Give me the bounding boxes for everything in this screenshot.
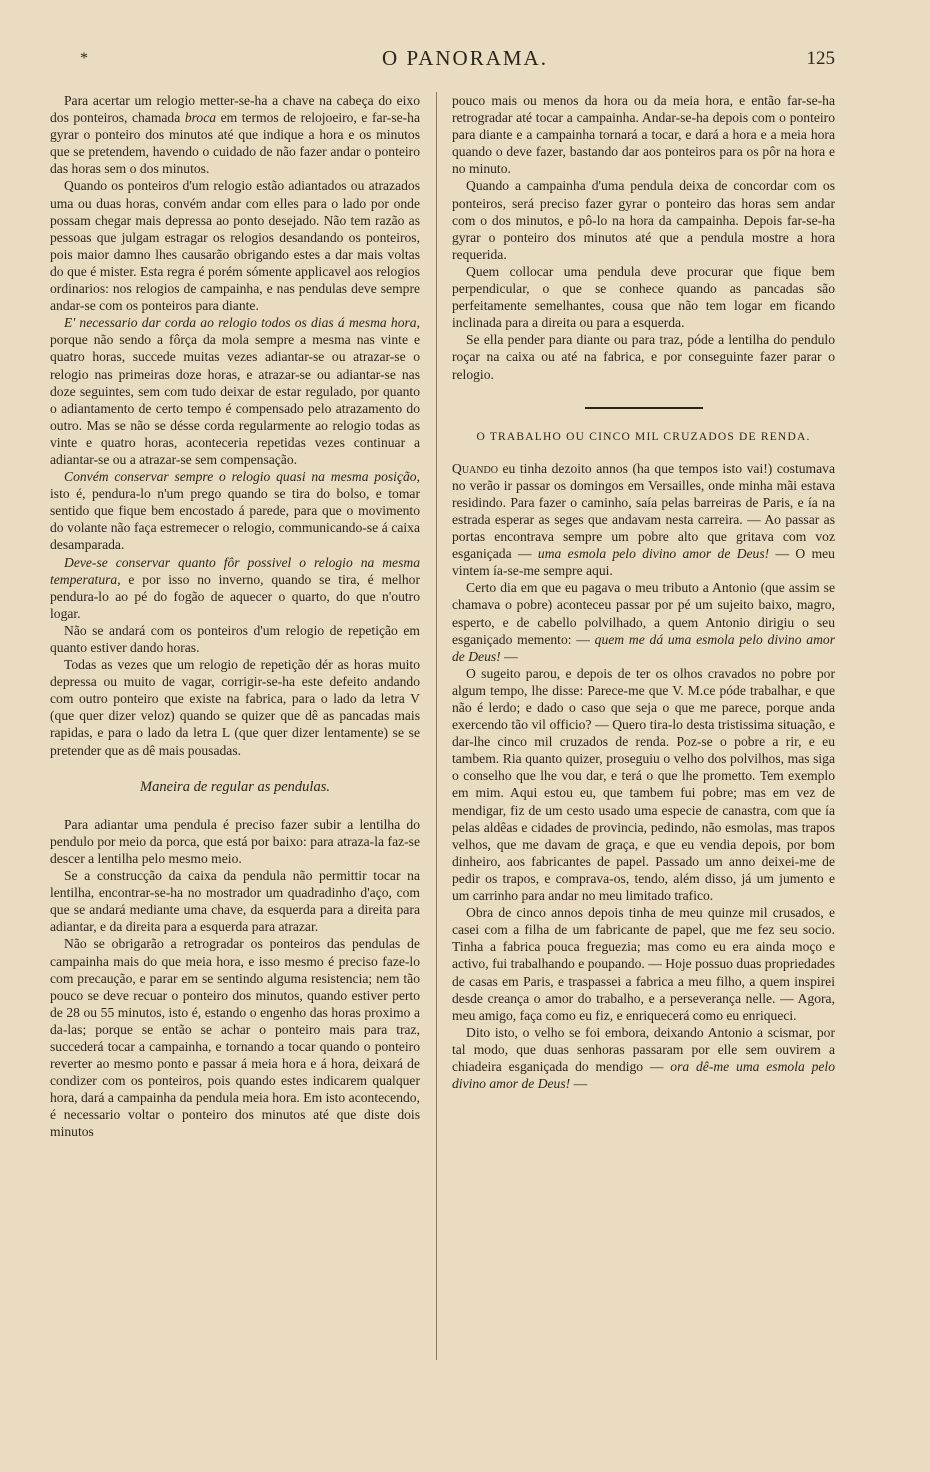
- paragraph: Deve-se conservar quanto fôr possivel o relogio na mesma temperatura, e por isso no inverno, quando se tira, é melhor pendura-lo ao pé do fogão de aquecer o quarto, do que n'outro logar.: [50, 554, 420, 621]
- paragraph: Quando eu tinha dezoito annos (ha que tempos isto vai!) costumava no verão ir passar os domingos em Versailles, onde minha mãi estava residindo. Para fazer o caminho, saía pelas barreiras de Paris, e ía na estrada esperar as seges que andavam nesta carreira. — Ao passar as portas encontrava sempre um pobre alto que gritava com voz esganiçada — uma esmola pelo divino amor de Deus! — O meu vintem ía-se-me sempre aqui.: [452, 460, 835, 579]
- paragraph: Quem collocar uma pendula deve procurar que fique bem perpendicular, o que se conhece quando as pancadas são perfeitamente semelhantes, cousa que não tem logar em ficando inclinada para a direita ou para a esquerda.: [452, 263, 835, 331]
- paragraph: Dito isto, o velho se foi embora, deixando Antonio a scismar, por tal modo, que duas senhoras passaram por elle sem ouvirem a chiadeira esganiçada do mendigo — ora dê-me uma esmola pelo divino amor de Deus! —: [452, 1024, 835, 1092]
- paragraph: Obra de cinco annos depois tinha de meu quinze mil crusados, e casei com a filha de um fabricante de papel, que me fez seu socio. Tinha a fabrica pouca freguezia; mas como eu era ainda moço e activo, fui trabalhando e poupando. — Hoje possuo duas propriedades de casas em Paris, e traspassei a fabrica a meu filho, a quem inspirei desde creança o amor do trabalho, e a perseverança nelle. — Agora, meu amigo, faça como eu fiz, e enriquecerá como eu enriqueci.: [452, 905, 835, 1023]
- section-rule: [585, 407, 703, 409]
- masthead-title: O PANORAMA.: [382, 46, 548, 70]
- header-mark: *: [80, 50, 88, 67]
- paragraph: Não se andará com os ponteiros d'um relogio de repetição em quanto estiver dando horas.: [50, 622, 420, 655]
- left-column: [50, 92, 420, 1141]
- paragraph: E' necessario dar corda ao relogio todos os dias á mesma hora, porque não sendo a fôrça da mola sempre a mesma nas vinte e quatro horas, succede muitas vezes adiantar-se ou atrazar-se o relogio nas primeiras doze horas, e atrazar-se ou adiantar-se nas doze seguintes, sem com tudo deixar de estar regulado, por quanto o adiantamento de certo tempo é compensado pelo atrazamento do outro. Mas se não se désse corda regularmente ao relogio todas as vinte e quatro horas, aconteceria repetidas vezes continuar a adiantar-se ou a atrazar-se sem compensação.: [50, 315, 420, 467]
- paragraph: Todas as vezes que um relogio de repetição dér as horas muito depressa ou muito de vagar, corrigir-se-ha este defeito andando com outro ponteiro que existe na fabrica, para o lado da letra V (que quer dizer veloz) quando se quizer que dê as pancadas mais rapidas, e para o lado da letra L (que quer dizer lentamente) se se pretender que as dê mais pousadas.: [50, 657, 420, 758]
- paragraph: Para adiantar uma pendula é preciso fazer subir a lentilha do pendulo por meio da porca, que está por baixo: para atraza-la faz-se descer a lentilha pelo mesmo meio.: [50, 816, 420, 866]
- paragraph: Se a construcção da caixa da pendula não permittir tocar na lentilha, encontrar-se-ha no mostrador um quadradinho d'aço, com que se andará mediante uma chave, da esquerda para a direita para adiantar, e da direita para a esquerda para atrazar.: [50, 868, 420, 935]
- paragraph: Quando a campainha d'uma pendula deixa de concordar com os ponteiros, será preciso fazer gyrar o ponteiro das horas sem andar com o dos minutos, e pô-lo na hora da campainha. Depois far-se-ha gyrar o ponteiro dos minutos até que a pendula mostre a hora requerida.: [452, 178, 835, 262]
- paragraph: pouco mais ou menos da hora ou da meia hora, e então far-se-ha retrogradar até tocar a campainha. Andar-se-ha depois com o ponteiro para diante e a campainha tornará a tocar, e dará a hora e a meia hora quando o deve fazer, bastando dar aos ponteiros para os pôr na hora e no minuto.: [452, 93, 835, 177]
- paragraph: Para acertar um relogio metter-se-ha a chave na cabeça do eixo dos ponteiros, chamada broca em termos de relojoeiro, e far-se-ha gyrar o ponteiro dos minutos até que indique a hora e os minutos que se pretendem, havendo o cuidado de não fazer andar o ponteiro das horas sem o dos minutos.: [50, 93, 421, 177]
- paragraph: O sugeito parou, e depois de ter os olhos cravados no pobre por algum tempo, lhe disse: Parece-me que V. M.ce póde trabalhar, e que não é lerdo; e dado o caso que seja o que me parece, porque anda exercendo tão vil officio? — Quero tira-lo desta tristissima situação, e dar-lhe cinco mil cruzados de renda. Poz-se o pobre a rir, e eu tambem. Ria quanto quizer, proseguiu o velho dos polvilhos, mas siga o conselho que lhe vou dar, e terá o que lhe prometto. Tem exemplo em mim. Aqui estou eu, que tambem fui pobre; mas em vez de mendigar, fiz de um cesto usado uma especie de canastra, com que ía pelas aldêas e cidades de provincia, pedindo, não esmolas, mas trapos velhos, que me davam de graça, e que eu vendia depois, por bom dinheiro, aos fabricantes de papel. Passado um anno deixei-me de pedir os trapos, e comprava-os, tendo, além disso, já um jumento e um carrinho para andar no meu limitado trafico.: [452, 665, 835, 904]
- page-header: [0, 44, 930, 80]
- page-number: 125: [806, 48, 835, 69]
- article-title: O TRABALHO OU CINCO MIL CRUZADOS DE RENDA.: [476, 430, 811, 443]
- paragraph: Quando os ponteiros d'um relogio estão adiantados ou atrazados uma ou duas horas, convém andar com elles para o lado por onde possam chegar mais depressa ao ponto desejado. Não tem razão as pessoas que julgam estragar os relogios desandando os ponteiros, pois maior damno lhes causarão obrigando estes a dar mais voltas do que é mister. Esta regra é porém sómente applicavel aos relogios ordinarios: nos relogios de campainha, e nas pendulas deve sempre andar-se com os ponteiros para diante.: [50, 178, 420, 314]
- paragraph: Certo dia em que eu pagava o meu tributo a Antonio (que assim se chamava o pobre) aconteceu passar por pé um sujeito baixo, magro, esperto, e de cabello polvilhado, a quem Antonio dirigiu o seu esganiçado memento: — quem me dá uma esmola pelo divino amor de Deus! —: [452, 580, 835, 664]
- column-divider: [436, 92, 437, 1360]
- paragraph: Se ella pender para diante ou para traz, póde a lentilha do pendulo roçar na caixa ou até na fabrica, e por conseguinte fazer parar o relogio.: [452, 332, 835, 382]
- paragraph: Não se obrigarão a retrogradar os ponteiros das pendulas de campainha mais do que meia hora, e isso mesmo é preciso faze-lo com precaução, e parar em se sentindo alguma resistencia; nem tão pouco se deve recuar o ponteiro dos minutos, quando estiver perto de 28 ou 55 minutos, isto é, estando o engenho das horas proximo a da-las; porque se então se achar o ponteiro mais para traz, succederá tocar a campainha, e tornando a tocar quando o ponteiro reverter ao mesmo ponto e passar á meia hora e á hora, deixará de condizer com os ponteiros, pois quando estes indicarem qualquer hora, dará a campainha da pendula meia hora. Em isto acontecendo, é necessario voltar o ponteiro dos minutos até que diste dois minutos: [50, 936, 420, 1140]
- right-column: [452, 92, 835, 1092]
- section-heading: Maneira de regular as pendulas.: [140, 778, 330, 795]
- paragraph: Convém conservar sempre o relogio quasi na mesma posição, isto é, pendura-lo n'um prego quando se tira do bolso, e tomar sentido que fique bem encostado á parede, para que o movimento do volante não faça estremecer o relogio, communicando-se á caixa desamparada.: [50, 469, 420, 553]
